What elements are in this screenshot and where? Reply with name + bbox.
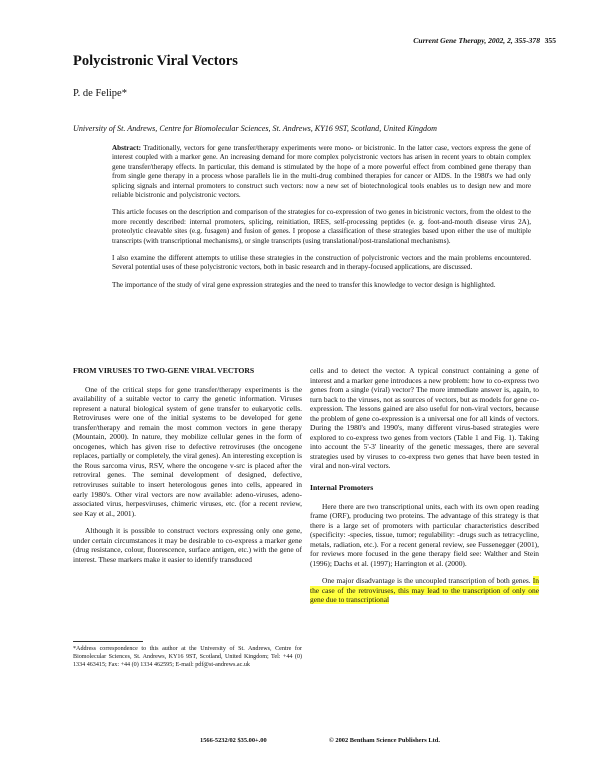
left-paragraph-2: Although it is possible to construct vectors expressing only one gene, under certain circumstances it may be desirable to co-express a marker gene (drug resistance, colour, fluorescence, surface antigen, etc.) with the gene of interest. These markers make it easier to identify transduced bbox=[73, 526, 302, 564]
journal-citation: Current Gene Therapy, 2002, 2, 355-378 bbox=[413, 36, 540, 45]
abstract-paragraph-4: The importance of the study of viral gene expression strategies and the need to transfer this knowledge to vector design is highlighted. bbox=[112, 280, 496, 289]
footnote-divider bbox=[73, 641, 143, 642]
page-number: 355 bbox=[544, 36, 556, 45]
right-paragraph-3-text: One major disadvantage is the uncoupled transcription of both genes. bbox=[322, 576, 533, 586]
abstract-block bbox=[112, 144, 531, 298]
author-affiliation: University of St. Andrews, Centre for Biomolecular Sciences, St. Andrews, KY16 9ST, Scotland, United Kingdom bbox=[73, 124, 437, 133]
right-paragraph-2: Here there are two transcriptional units, each with its own open reading frame (ORF), producing two proteins. The advantage of this strategy is that there is a large set of promoters with particular characteristics described (specificity: -species, tissue, tumor; regulability: -drugs such as tetracycline, metals, radiation, etc.). For a recent general review, see Fussenegger (2001), for reviews more focused in the gene therapy field see: Walther and Stein (1996); Dachs et al. (1997); Harrington et al. (2000). bbox=[310, 501, 539, 568]
article-title: Polycistronic Viral Vectors bbox=[73, 53, 238, 69]
issn-price: 1566-5232/02 $35.00+.00 bbox=[200, 737, 267, 744]
copyright-notice: © 2002 Bentham Science Publishers Ltd. bbox=[329, 737, 440, 744]
right-paragraph-1: cells and to detect the vector. A typical construct containing a gene of interest and a marker gene introduces a new problem: how to co-express two genes from a single (viral) vector? The more immediate answer is, again, to turn back to the viruses, not as sources of vectors, but as models for gene co-expression. The lessons gained are also useful for non-viral vectors, because the problem of gene co-expression is a universal one for all kinds of vectors. During the 1980's and 1990's, many different virus-based strategies were explored to co-express two genes from vectors (Table 1 and Fig. 1). Taking into account the 5'-3' linearity of the genetic messages, there are several strategies used by viruses to co-express two genes that have been tested in viral and non-viral vectors. bbox=[310, 366, 539, 471]
article-author: P. de Felipe* bbox=[73, 88, 127, 99]
highlighted-text: In the case of the retroviruses, this may lead to the transcription of only one gene due to transcriptional bbox=[310, 576, 539, 605]
abstract-label: Abstract: bbox=[112, 144, 141, 152]
abstract-text-1: Traditionally, vectors for gene transfer/therapy experiments were mono- or bicistronic. In the latter case, vectors express the gene of interest coupled with a marker gene. An increasing demand for more complex polycistronic vectors has arisen in recent years to obtain complex gene transfer/therapy effects. In particular, this demand is stimulated by the hope of a more powerful effect from combined gene therapy than from single gene therapy in a process whose parallels lie in the multi-drug combined therapies for cancer or AIDS. In the 1980's we had only splicing signals and internal promoters to construct such vectors: now a new set of biotechnological tools enables us to design new and more reliable bicistronic and polycistronic vectors. bbox=[112, 144, 531, 200]
left-paragraph-1: One of the critical steps for gene transfer/therapy experiments is the availability of a suitable vector to carry the genetic information. Viruses represent a natural biological system of gene transfer to eukaryotic cells. Retroviruses were one of the initial systems to be developed for gene transfer/therapy and remain the most common vectors in gene therapy (Mountain, 2000). In nature, they mobilize cellular genes in the form of oncogenes, which has given rise to defective retroviruses (the oncogene replaces, partially or completely, the viral genes). An interesting exception is the Rous sarcoma virus, RSV, where the oncogene v-src is placed after the retroviral genes. The seminal development of designed, defective, retroviruses suitable to insert heterologous genes into cells, appeared in early 1980's. Other viral vectors are now available: adeno-viruses, adeno-associated virus, herpesviruses, chimeric viruses, etc. (for a recent review, see Kay et al., 2001). bbox=[73, 384, 302, 518]
section-heading-internal-promoters: Internal Promoters bbox=[310, 483, 374, 493]
right-paragraph-3 bbox=[310, 576, 539, 605]
journal-running-head bbox=[240, 36, 540, 45]
abstract-paragraph-2: This article focuses on the description and comparison of the strategies for co-expression of two genes in bicistronic vectors, from the oldest to the more recently described: internal promoters, splicing, reinitiation, IRES, self-processing peptides (e. g. foot-and-mouth disease virus 2A), proteolytic cleavable sites (e.g. fusagen) and fusion of genes. I propose a classification of these strategies based upon either the use of multiple transcripts (with transcriptional mechanisms), or single transcripts (using translational/post-translational mechanisms). bbox=[112, 208, 531, 245]
abstract-paragraph-3: I also examine the different attempts to utilise these strategies in the construction of polycistronic vectors and the main problems encountered. Several potential uses of these polycistronic vectors, both in basic research and in therapy-focused applications, are discussed. bbox=[112, 254, 531, 272]
left-column bbox=[73, 366, 302, 564]
right-column bbox=[310, 366, 539, 605]
section-heading-viruses: FROM VIRUSES TO TWO-GENE VIRAL VECTORS bbox=[73, 366, 255, 375]
correspondence-footnote: *Address correspondence to this author at the University of St. Andrews, Centre for Biomolecular Sciences, St. Andrews, KY16 9ST, Scotland, United Kingdom; Tel: +44 (0) 1334 463415; Fax: +44 (0) 1334 462595; E-mail: pdf@st-andrews.ac.uk bbox=[73, 646, 302, 669]
abstract-paragraph-1 bbox=[112, 144, 531, 200]
